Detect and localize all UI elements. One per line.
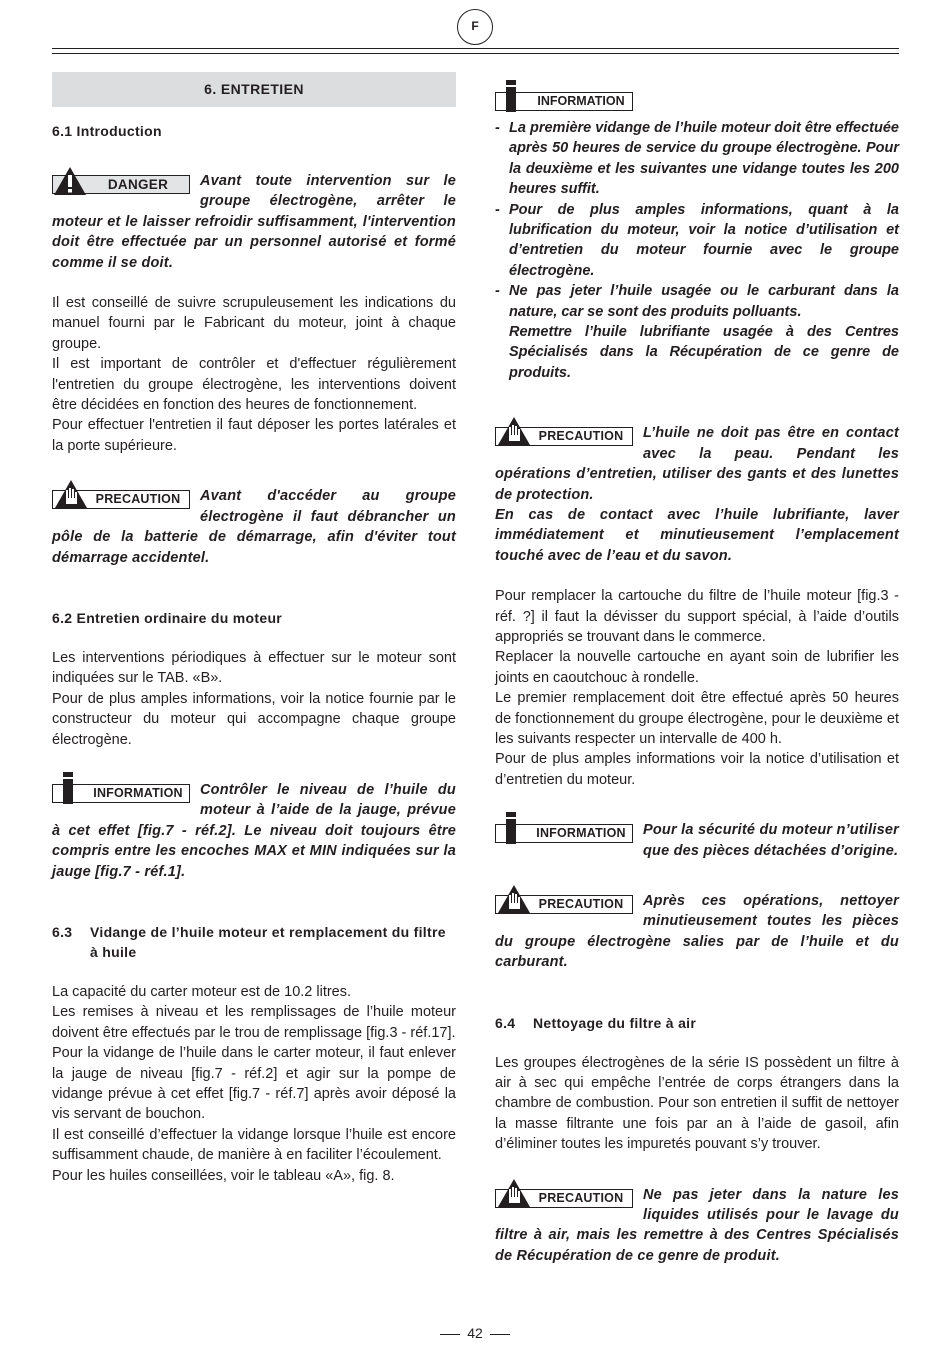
heading-6-1: 6.1 Introduction bbox=[52, 123, 162, 139]
heading-6-4 bbox=[495, 1013, 899, 1033]
precaution-tag bbox=[495, 424, 633, 446]
danger-tag bbox=[52, 172, 190, 194]
precaution-text: Après ces opérations, nettoyer minutieusement toutes les pièces du groupe électrogène salies par de l’huile et du carburant. bbox=[495, 893, 899, 971]
information-bar-icon bbox=[504, 80, 518, 112]
danger-label: DANGER bbox=[107, 177, 169, 192]
paragraph: Pour de plus amples informations, voir la notice fournie par le constructeur du moteur qui accompagne chaque groupe électrogène. bbox=[52, 690, 456, 748]
paragraph: Il est conseillé de suivre scrupuleusement les indications du manuel fourni par le Fabricant du moteur, joint à chaque groupe. bbox=[52, 295, 456, 352]
information-text: Contrôler le niveau de l’huile du moteur à l’aide de la jauge, prévue à cet effet [fig.7 - réf.2]. Le niveau doit toujours être compris entre les encoches MAX et MIN indiquées sur la jauge [fig.7 - réf.1]. bbox=[52, 781, 456, 880]
left-column bbox=[52, 72, 456, 1186]
information-notice bbox=[52, 780, 456, 882]
information-list bbox=[495, 118, 899, 322]
paragraph: Pour la vidange de l’huile dans le carter moteur, il faut enlever la jauge de niveau [fig.7 - réf.2] et agir sur la pompe de vidange prévue à cet effet [fig.7 - réf.7] après avoir déposé la vis servant de bouchon. bbox=[52, 1045, 456, 1123]
paragraph: Il est important de contrôler et d'effectuer régulièrement l'entretien du groupe électrogène, les interventions doivent être décidées en fonction des heures de fonctionnement. bbox=[52, 356, 456, 414]
heading-number: 6.3 bbox=[52, 923, 73, 940]
list-item: - Pour de plus amples informations, quant à la lubrification du moteur, voir la notice d’utilisation et d’entretien du moteur fournie avec le groupe électrogène. bbox=[495, 201, 899, 279]
right-column bbox=[495, 88, 899, 1266]
list-item: - Ne pas jeter l’huile usagée ou le carburant dans la nature, car se sont des produits polluants. bbox=[495, 283, 899, 320]
precaution-text-continued: En cas de contact avec l’huile lubrifiante, laver immédiatement et minutieusement l’emplacement touché avec de l’eau et du savon. bbox=[495, 506, 899, 564]
precaution-notice bbox=[495, 1185, 899, 1267]
information-tag bbox=[495, 89, 633, 111]
precaution-tag bbox=[495, 1186, 633, 1208]
hand-warning-icon bbox=[497, 884, 531, 914]
information-continuation: Remettre l’huile lubrifiante usagée à des Centres Spécialisés dans la Récupération de ce genre de produits. bbox=[509, 324, 899, 381]
hand-warning-icon bbox=[497, 416, 531, 446]
precaution-tag bbox=[495, 892, 633, 914]
precaution-text: Ne pas jeter dans la nature les liquides utilisés pour le lavage du filtre à air, mais les remettre à des Centres Spécialisés de Récupération de ce genre de produit. bbox=[495, 1186, 899, 1264]
hand-warning-icon bbox=[497, 1178, 531, 1208]
paragraph: Les interventions périodiques à effectuer sur le moteur sont indiquées sur le TAB. «B». bbox=[52, 649, 456, 687]
information-text: Pour la sécurité du moteur n’utiliser que des pièces détachées d’origine. bbox=[643, 822, 899, 859]
precaution-tag bbox=[52, 487, 190, 509]
precaution-notice bbox=[495, 423, 899, 505]
precaution-label: PRECAUTION bbox=[538, 429, 624, 444]
header-rule-thin bbox=[52, 53, 899, 54]
information-notice bbox=[495, 820, 899, 861]
paragraph: Il est conseillé d’effectuer la vidange lorsque l’huile est encore suffisamment chaude, de manière à en faciliter l’écoulement. bbox=[52, 1126, 456, 1164]
footer-rule bbox=[440, 1334, 460, 1335]
heading-text: Vidange de l’huile moteur et remplacement du filtre à huile bbox=[90, 923, 446, 960]
page-number: 42 bbox=[467, 1325, 483, 1341]
precaution-label: PRECAUTION bbox=[95, 492, 181, 507]
information-label: INFORMATION bbox=[536, 826, 626, 841]
header-rule bbox=[52, 48, 899, 49]
danger-notice bbox=[52, 171, 456, 273]
hand-warning-icon bbox=[54, 479, 88, 509]
information-tag bbox=[495, 821, 633, 843]
heading-number: 6.4 bbox=[495, 1014, 516, 1031]
heading-6-3 bbox=[52, 922, 456, 962]
precaution-label: PRECAUTION bbox=[538, 897, 624, 911]
information-label: INFORMATION bbox=[93, 785, 183, 800]
paragraph: Pour les huiles conseillées, voir le tableau «A», fig. 8. bbox=[52, 1167, 395, 1184]
paragraph: Le premier remplacement doit être effectué après 50 heures de fonctionnement du groupe électrogène, pour le deuxième et les suivants respecter un intervalle de 400 h. bbox=[495, 690, 899, 747]
precaution-notice bbox=[52, 486, 456, 568]
paragraph: La capacité du carter moteur est de 10.2 litres. bbox=[52, 983, 352, 1000]
paragraph: Les groupes électrogènes de la série IS possèdent un filtre à air à sec qui empêche l’entrée de corps étrangers dans la chambre de combustion. Pour son entretien il suffit de nettoyer la masse filtrante une fois par an à l’aide de gasoil, afin d’éliminer toutes les impuretés pouvant s’y trouver. bbox=[495, 1054, 899, 1153]
information-label: INFORMATION bbox=[537, 94, 625, 108]
danger-text: Avant toute intervention sur le groupe électrogène, arrêter le moteur et le laisser refroidir suffisamment, l'intervention doit être effectuée par un personnel autorisé et formé comme il se doit. bbox=[52, 173, 456, 271]
list-item: - La première vidange de l’huile moteur doit être effectuée après 50 heures de service du groupe électrogène. Pour la deuxième et les suivantes une vidange toutes les 200 heures suffit. bbox=[495, 120, 899, 198]
precaution-notice bbox=[495, 891, 899, 973]
precaution-text: L’huile ne doit pas être en contact avec la peau. Pendant les opérations d’entretien, utiliser des gants et des lunettes de protection. bbox=[495, 425, 899, 503]
page-footer bbox=[0, 1323, 950, 1343]
paragraph: Pour remplacer la cartouche du filtre de l’huile moteur [fig.3 - réf. ?] il faut la dévisser du support spécial, à l’aide d’outils appropriés se trouvant dans le commerce. bbox=[495, 588, 899, 645]
information-tag bbox=[52, 781, 190, 803]
information-bar-icon bbox=[61, 772, 75, 804]
paragraph: Les remises à niveau et les remplissages de l’huile moteur doivent être effectués par le trou de remplissage [fig.3 - réf.17]. bbox=[52, 1004, 456, 1041]
precaution-label: PRECAUTION bbox=[538, 1190, 624, 1205]
language-badge: F bbox=[457, 9, 493, 45]
footer-rule bbox=[490, 1334, 510, 1335]
paragraph: Replacer la nouvelle cartouche en ayant soin de lubrifier les joints en caoutchouc à rondelle. bbox=[495, 649, 899, 686]
heading-text: Nettoyage du filtre à air bbox=[533, 1014, 697, 1031]
paragraph: Pour effectuer l'entretien il faut déposer les portes latérales et la porte supérieure. bbox=[52, 417, 456, 454]
heading-6-2: 6.2 Entretien ordinaire du moteur bbox=[52, 609, 283, 626]
information-bar-icon bbox=[504, 812, 518, 844]
warning-triangle-icon bbox=[53, 166, 87, 196]
precaution-text: Avant d'accéder au groupe électrogène il faut débrancher un pôle de la batterie de démarrage, afin d'éviter tout démarrage accidentel. bbox=[52, 488, 456, 566]
paragraph: Pour de plus amples informations voir la notice d’utilisation et d’entretien du moteur. bbox=[495, 751, 899, 788]
section-title: 6. ENTRETIEN bbox=[52, 72, 456, 107]
